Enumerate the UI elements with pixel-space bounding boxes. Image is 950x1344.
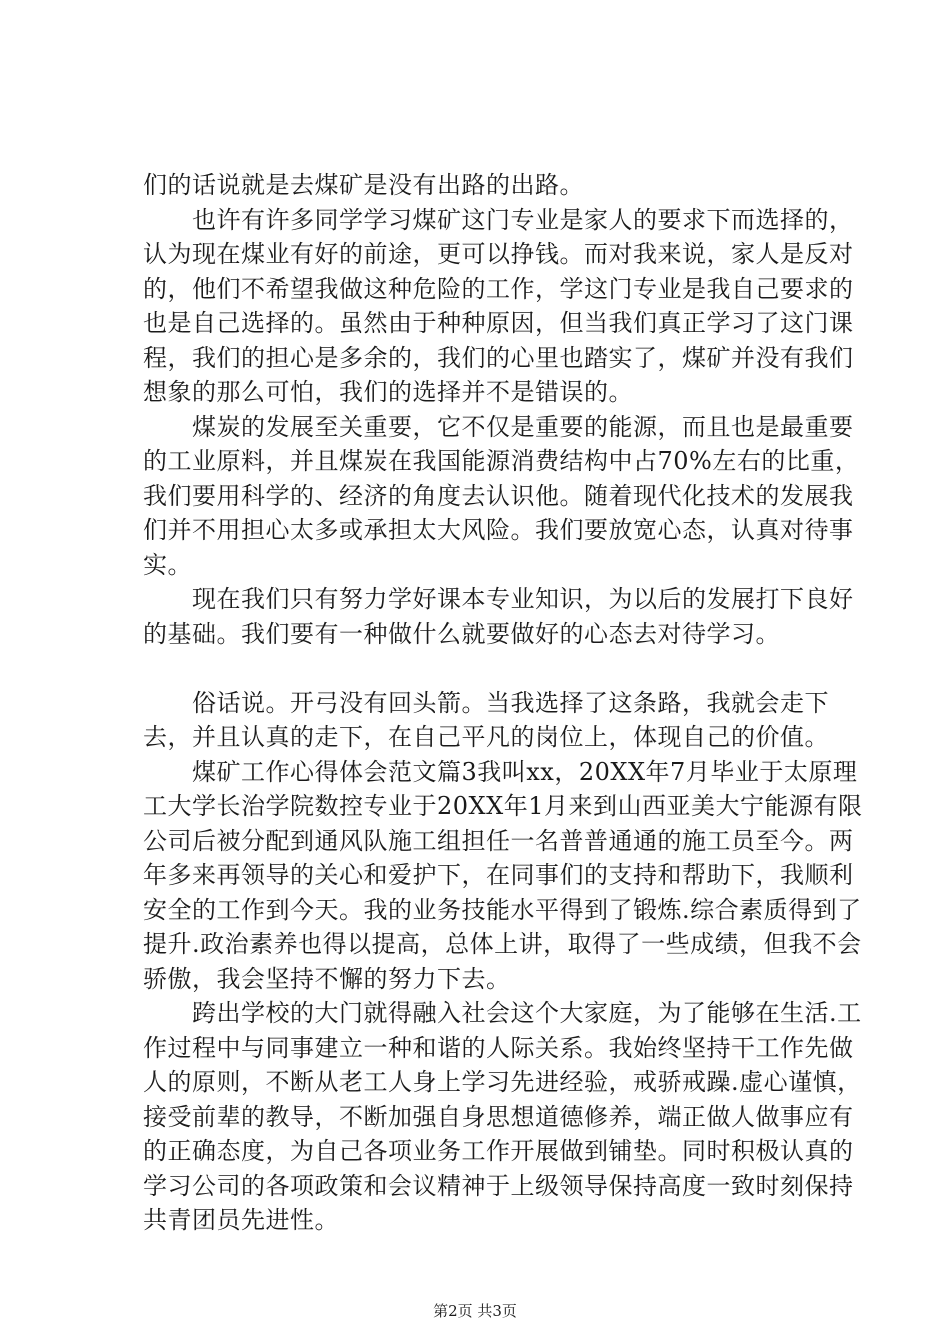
paragraph-no-turning-back: 俗话说。开弓没有回头箭。当我选择了这条路，我就会走下去，并且认真的走下，在自己平凡的岗位上，体现自己的价值。 bbox=[143, 688, 829, 751]
paragraph-continuation: 们的话说就是去煤矿是没有出路的出路。 bbox=[143, 171, 584, 199]
paragraph-article-3-intro: 煤矿工作心得体会范文篇3我叫xx，20XX年7月毕业于太原理工大学长治学院数控专业于20XX年1月来到山西亚美大宁能源有限公司后被分配到通风队施工组担任一名普普通通的施工员至今。两年多来再领导的关心和爱护下，在同事们的支持和帮助下，我顺利安全的工作到今天。我的业务技能水平得到了锻炼.综合素质得到了提升.政治素养也得以提高，总体上讲，取得了一些成绩，但我不会骄傲，我会坚持不懈的努力下去。 bbox=[143, 757, 863, 993]
paragraph-major-choice: 也许有许多同学学习煤矿这门专业是家人的要求下而选择的，认为现在煤业有好的前途，更可以挣钱。而对我来说，家人是反对的，他们不希望我做这种危险的工作，学这门专业是我自己要求的也是自己选择的。虽然由于种种原因，但当我们真正学习了这门课程，我们的担心是多余的，我们的心里也踏实了，煤矿并没有我们想象的那么可怕，我们的选择并不是错误的。 bbox=[143, 205, 854, 406]
document-body bbox=[143, 168, 863, 1238]
paragraph-coal-importance: 煤炭的发展至关重要，它不仅是重要的能源，而且也是最重要的工业原料，并且煤炭在我国能源消费结构中占70%左右的比重，我们要用科学的、经济的角度去认识他。随着现代化技术的发展我们并不用担心太多或承担太大风险。我们要放宽心态，认真对待事实。 bbox=[143, 412, 860, 579]
paragraph-study-now: 现在我们只有努力学好课本专业知识，为以后的发展打下良好的基础。我们要有一种做什么就要做好的心态去对待学习。 bbox=[143, 585, 854, 648]
paragraph-social-integration: 跨出学校的大门就得融入社会这个大家庭，为了能够在生活.工作过程中与同事建立一种和谐的人际关系。我始终坚持干工作先做人的原则，不断从老工人身上学习先进经验，戒骄戒躁.虚心谨慎，接受前辈的教导，不断加强自身思想道德修养，端正做人做事应有的正确态度，为自己各项业务工作开展做到铺垫。同时积极认真的学习公司的各项政策和会议精神于上级领导保持高度一致时刻保持共青团员先进性。 bbox=[143, 999, 862, 1234]
page-number-footer: 第2页 共3页 bbox=[433, 1302, 517, 1320]
paragraph-gap bbox=[143, 651, 863, 686]
